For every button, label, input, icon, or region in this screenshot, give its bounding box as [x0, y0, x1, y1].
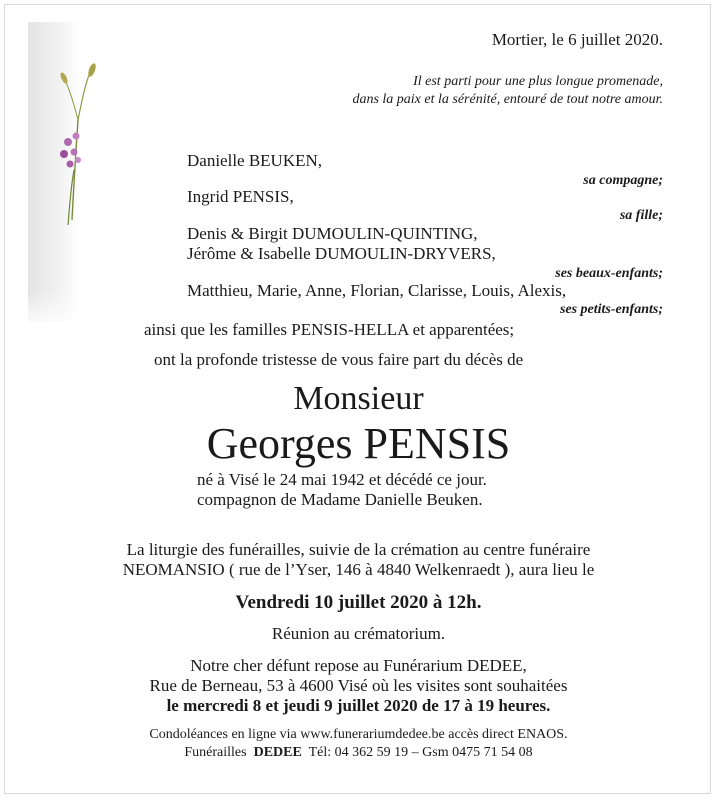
family-daughter-role: sa fille; [619, 208, 663, 223]
visits-line-2: Rue de Berneau, 53 à 4600 Visé où les visites sont souhaitées [149, 676, 568, 695]
visit-times: le mercredi 8 et jeudi 9 juillet 2020 de 17 à 19 heures. [166, 696, 551, 715]
flower-illustration [52, 60, 112, 230]
intro-line-1: ainsi que les familles PENSIS-HELLA et apparentées; [144, 320, 515, 339]
birth-line-1: né à Visé le 24 mai 1942 et décédé ce jour. [197, 470, 487, 489]
funeral-contact-line [0, 744, 717, 761]
family-companion-role: sa compagne; [583, 173, 663, 188]
condolences-line: Condoléances en ligne via www.funerariumdedee.be accès direct ENAOS. [149, 727, 568, 742]
place-date: Mortier, le 6 juillet 2020. [491, 30, 663, 49]
liturgy-line-2: NEOMANSIO ( rue de l’Yser, 146 à 4840 Welkenraedt ), aura lieu le [122, 560, 595, 579]
deceased-name: Georges PENSIS [206, 419, 511, 468]
epigraph-line-1: Il est parti pour une plus longue promenade, [413, 74, 663, 89]
family-companion-name: Danielle BEUKEN, [187, 151, 323, 170]
intro-line-2: ont la profonde tristesse de vous faire part du décès de [154, 350, 524, 369]
decorative-band-fade [28, 290, 80, 330]
family-stepchildren-name-2: Jérôme & Isabelle DUMOULIN-DRYVERS, [187, 244, 496, 263]
epigraph-line-2: dans la paix et la sérénité, entouré de tout notre amour. [352, 92, 663, 107]
funeral-company: DEDEE [253, 745, 302, 760]
family-grandchildren-role: ses petits-enfants; [559, 302, 663, 317]
funeral-label: Funérailles [184, 745, 247, 760]
family-daughter-name: Ingrid PENSIS, [187, 187, 294, 206]
birth-line-2: compagnon de Madame Danielle Beuken. [197, 490, 483, 509]
deceased-title: Monsieur [293, 380, 424, 417]
ceremony-date: Vendredi 10 juillet 2020 à 12h. [235, 592, 482, 613]
visits-line-1: Notre cher défunt repose au Funérarium DEDEE, [190, 656, 527, 675]
funeral-phone: Tél: 04 362 59 19 – Gsm 0475 71 54 08 [308, 745, 533, 760]
liturgy-line-1: La liturgie des funérailles, suivie de la crémation au centre funéraire [126, 540, 591, 559]
meeting-note: Réunion au crématorium. [271, 624, 446, 643]
family-grandchildren-names: Matthieu, Marie, Anne, Florian, Clarisse, Louis, Alexis, [187, 281, 567, 300]
family-stepchildren-role: ses beaux-enfants; [555, 266, 663, 281]
family-stepchildren-name-1: Denis & Birgit DUMOULIN-QUINTING, [187, 224, 478, 243]
